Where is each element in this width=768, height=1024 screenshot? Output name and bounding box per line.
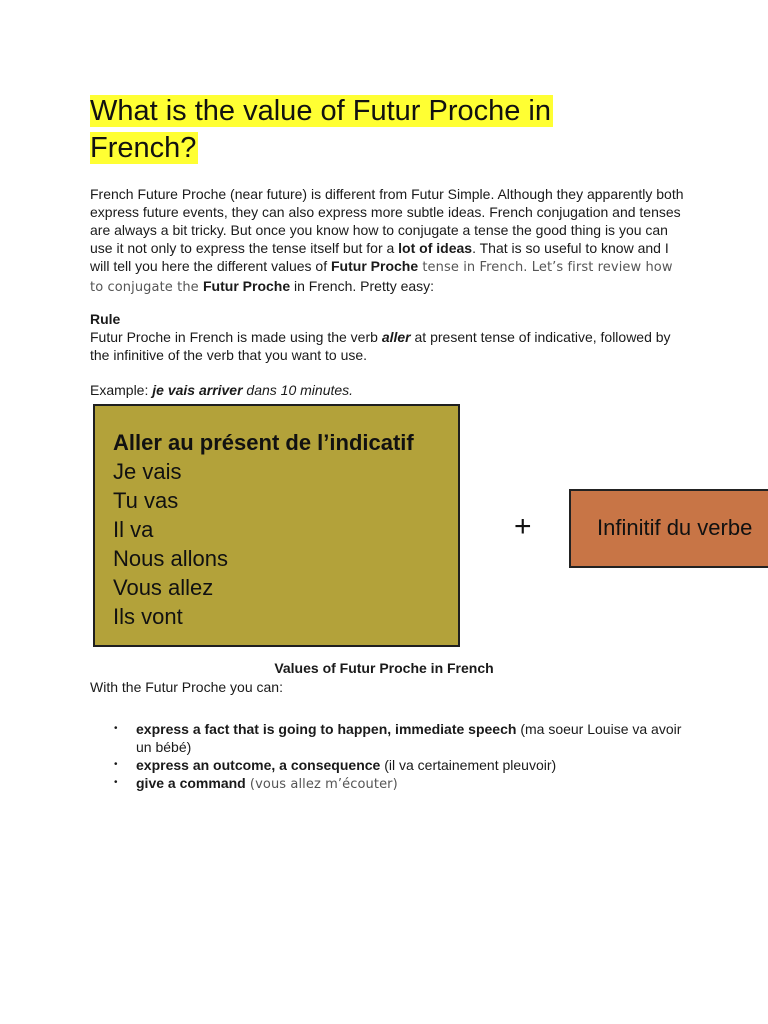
example-rest: dans 10 minutes.	[242, 382, 354, 398]
example-label: Example:	[90, 382, 153, 398]
conjugation-title: Aller au présent de l’indicatif	[113, 430, 414, 455]
intro-paragraph	[90, 185, 690, 297]
example-bold: je vais arriver	[152, 382, 243, 398]
conjugation-forms-list	[113, 457, 458, 631]
plus-sign: +	[514, 510, 532, 543]
conjugation-form: Vous allez	[113, 575, 214, 600]
intro-bold-futur-proche-1: Futur Proche	[331, 258, 419, 274]
rule-heading: Rule	[90, 311, 121, 327]
intro-bold-futur-proche-2: Futur Proche	[203, 278, 291, 294]
rule-text-2: at present tense of indicative, followed by the infinitive of the verb that you want to use.	[90, 329, 671, 363]
conjugation-form: Je vais	[113, 459, 182, 484]
conjugation-table-box	[93, 404, 460, 647]
values-heading: Values of Futur Proche in French	[274, 660, 494, 676]
highlighted-title-text: What is the value of Futur Proche in French?	[90, 95, 551, 164]
conjugation-form: Ils vont	[113, 604, 183, 629]
values-intro: With the Futur Proche you can:	[90, 679, 283, 695]
intro-text-1: French Future Proche (near future) is different from Futur Simple. Although they apparently both express future events, they can also express more subtle ideas. French conjugation and tenses are always a bit tricky. But once you know how to conjugate a tense the good thing is you can use it not only to express the tense itself but for a	[90, 186, 684, 256]
bullet-icon: •	[114, 723, 118, 734]
intro-text-2: . That is so useful to know and I will tell you here the different values of	[90, 240, 669, 274]
rule-paragraph	[90, 328, 690, 364]
intro-bold-lot-of-ideas: lot of ideas	[398, 240, 473, 256]
infinitive-box: Infinitif du verbe	[569, 489, 768, 568]
list-item-bold: express an outcome, a consequence	[136, 757, 381, 773]
conjugation-form: Nous allons	[113, 546, 228, 571]
rule-verb-aller: aller	[381, 329, 411, 345]
bullet-icon: •	[114, 777, 118, 788]
list-item-example: (vous allez m’écouter)	[245, 777, 398, 792]
intro-text-3: tense in French. Let’s first review how to conjugate the	[90, 260, 673, 295]
bullet-icon: •	[114, 759, 118, 770]
conjugation-form: Il va	[113, 517, 154, 542]
list-item	[90, 720, 690, 756]
intro-text-4: in French. Pretty easy:	[290, 278, 435, 294]
rule-text-1: Futur Proche in French is made using the verb	[90, 329, 382, 345]
list-item-bold: express a fact that is going to happen, immediate speech	[136, 721, 517, 737]
list-item-example: (il va certainement pleuvoir)	[380, 757, 557, 773]
list-item	[90, 756, 690, 774]
values-list	[90, 720, 690, 794]
example-line	[90, 381, 353, 399]
list-item	[90, 774, 690, 794]
page-title	[90, 93, 610, 167]
list-item-bold: give a command	[136, 775, 246, 791]
conjugation-form: Tu vas	[113, 488, 179, 513]
list-item-example: (ma soeur Louise va avoir un bébé)	[136, 721, 682, 755]
